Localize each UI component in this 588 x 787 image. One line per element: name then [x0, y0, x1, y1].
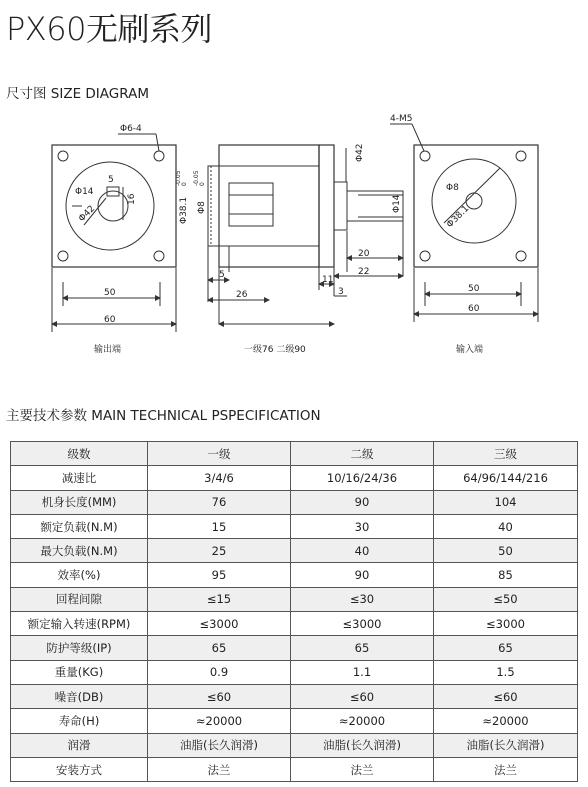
param-name-cell: 额定负载(N.M) [11, 514, 148, 538]
table-row [11, 587, 578, 611]
table-row [11, 563, 578, 587]
param-value-cell: ≈20000 [148, 709, 291, 733]
mount-hole [154, 151, 164, 161]
gearbox-body [219, 145, 319, 267]
param-value-cell: 油脂(长久润滑) [291, 733, 434, 757]
param-name-cell: 噪音(DB) [11, 684, 148, 708]
size-diagram [0, 100, 588, 365]
param-value-cell: ≤60 [148, 684, 291, 708]
param-value-cell: ≤3000 [291, 612, 434, 636]
dim-20: 20 [358, 249, 370, 259]
table-header-row [11, 442, 578, 466]
dim-26: 26 [236, 290, 248, 300]
tol-label: 0 [181, 182, 188, 186]
param-value-cell: 1.1 [291, 660, 434, 684]
param-value-cell: 95 [148, 563, 291, 587]
caption-input: 输入端 [456, 345, 484, 355]
param-value-cell: ≤15 [148, 587, 291, 611]
dim-inner-r: 50 [468, 284, 480, 294]
dim-outer: 60 [104, 315, 116, 325]
param-value-cell: 1.5 [434, 660, 578, 684]
dim-inner: 50 [104, 288, 116, 298]
param-name-cell: 效率(%) [11, 563, 148, 587]
mount-hole [516, 151, 526, 161]
tol-label: -0.05 [175, 170, 182, 186]
input-pilot-circle [432, 159, 516, 243]
param-value-cell: 一级 [148, 442, 291, 466]
param-value-cell: ≤30 [291, 587, 434, 611]
dim-22: 22 [358, 267, 370, 277]
param-value-cell: 65 [291, 636, 434, 660]
mount-hole [58, 151, 68, 161]
table-row [11, 514, 578, 538]
param-value-cell: 65 [434, 636, 578, 660]
param-value-cell: ≤60 [291, 684, 434, 708]
param-value-cell: 85 [434, 563, 578, 587]
param-value-cell: 40 [434, 514, 578, 538]
dim-input-pcd: Φ38.1 [445, 203, 472, 231]
table-row [11, 612, 578, 636]
param-name-cell: 额定输入转速(RPM) [11, 612, 148, 636]
caption-length: 一级76 二级90 [244, 345, 306, 355]
param-value-cell: ≤60 [434, 684, 578, 708]
dim-11: 11 [322, 275, 334, 285]
param-name-cell: 最大负载(N.M) [11, 539, 148, 563]
param-name-cell: 机身长度(MM) [11, 490, 148, 514]
table-row [11, 684, 578, 708]
param-name-cell: 级数 [11, 442, 148, 466]
dim-screw: 4-M5 [390, 114, 413, 124]
param-value-cell: 0.9 [148, 660, 291, 684]
mount-hole [420, 251, 430, 261]
mount-hole [516, 251, 526, 261]
dim-input-bore: Φ8 [446, 183, 459, 193]
page-title: PX60无刷系列 [6, 10, 212, 48]
dim-inner-shaft: Φ8 [197, 201, 207, 214]
mount-hole [420, 151, 430, 161]
dim-5: 5 [219, 270, 225, 280]
param-value-cell: 50 [434, 539, 578, 563]
dim-key-height: 16 [127, 193, 137, 205]
param-value-cell: 25 [148, 539, 291, 563]
tol-label: 0 [199, 182, 206, 186]
param-value-cell: 90 [291, 490, 434, 514]
dim-key-width: 5 [108, 175, 114, 185]
param-name-cell: 寿命(H) [11, 709, 148, 733]
table-row [11, 636, 578, 660]
param-value-cell: 油脂(长久润滑) [434, 733, 578, 757]
input-bore [466, 193, 482, 209]
table-row [11, 490, 578, 514]
param-value-cell: 3/4/6 [148, 466, 291, 490]
dim-pcd: Φ42 [77, 203, 98, 225]
param-value-cell: ≤3000 [148, 612, 291, 636]
dim-out-shaft: Φ14 [392, 194, 402, 213]
param-value-cell: 65 [148, 636, 291, 660]
param-value-cell: 法兰 [148, 757, 291, 781]
size-diagram-heading: 尺寸图 SIZE DIAGRAM [6, 86, 149, 102]
table-row [11, 733, 578, 757]
param-value-cell: 10/16/24/36 [291, 466, 434, 490]
param-value-cell: 40 [291, 539, 434, 563]
param-value-cell: 90 [291, 563, 434, 587]
dim-shaft-dia: Φ14 [75, 187, 94, 197]
param-value-cell: 64/96/144/216 [434, 466, 578, 490]
param-name-cell: 润滑 [11, 733, 148, 757]
mount-hole [58, 251, 68, 261]
param-value-cell: 76 [148, 490, 291, 514]
param-value-cell: 油脂(长久润滑) [148, 733, 291, 757]
param-value-cell: 15 [148, 514, 291, 538]
param-value-cell: ≈20000 [291, 709, 434, 733]
param-name-cell: 防护等级(IP) [11, 636, 148, 660]
caption-output: 输出端 [94, 345, 122, 355]
tol-label: -0.05 [193, 170, 200, 186]
dim-outer-r: 60 [468, 304, 480, 314]
param-value-cell: 104 [434, 490, 578, 514]
param-value-cell: ≤3000 [434, 612, 578, 636]
table-row [11, 709, 578, 733]
param-name-cell: 减速比 [11, 466, 148, 490]
param-value-cell: 三级 [434, 442, 578, 466]
table-row [11, 757, 578, 781]
table-row [11, 539, 578, 563]
output-flange [52, 145, 176, 267]
spec-heading: 主要技术参数 MAIN TECHNICAL PSPECIFICATION [6, 408, 321, 424]
param-value-cell: 法兰 [434, 757, 578, 781]
param-value-cell: ≈20000 [434, 709, 578, 733]
dim-flange: Φ42 [355, 143, 365, 162]
table-row [11, 660, 578, 684]
dim-hole-label: Φ6-4 [120, 124, 142, 134]
param-value-cell: 二级 [291, 442, 434, 466]
param-value-cell: ≤50 [434, 587, 578, 611]
mount-hole [154, 251, 164, 261]
param-name-cell: 安装方式 [11, 757, 148, 781]
dim-3: 3 [338, 287, 344, 297]
param-value-cell: 30 [291, 514, 434, 538]
param-value-cell: 法兰 [291, 757, 434, 781]
param-name-cell: 重量(KG) [11, 660, 148, 684]
table-row [11, 466, 578, 490]
spec-table [10, 441, 578, 782]
param-name-cell: 回程间隙 [11, 587, 148, 611]
dim-pilot: Φ38.1 [179, 196, 189, 224]
